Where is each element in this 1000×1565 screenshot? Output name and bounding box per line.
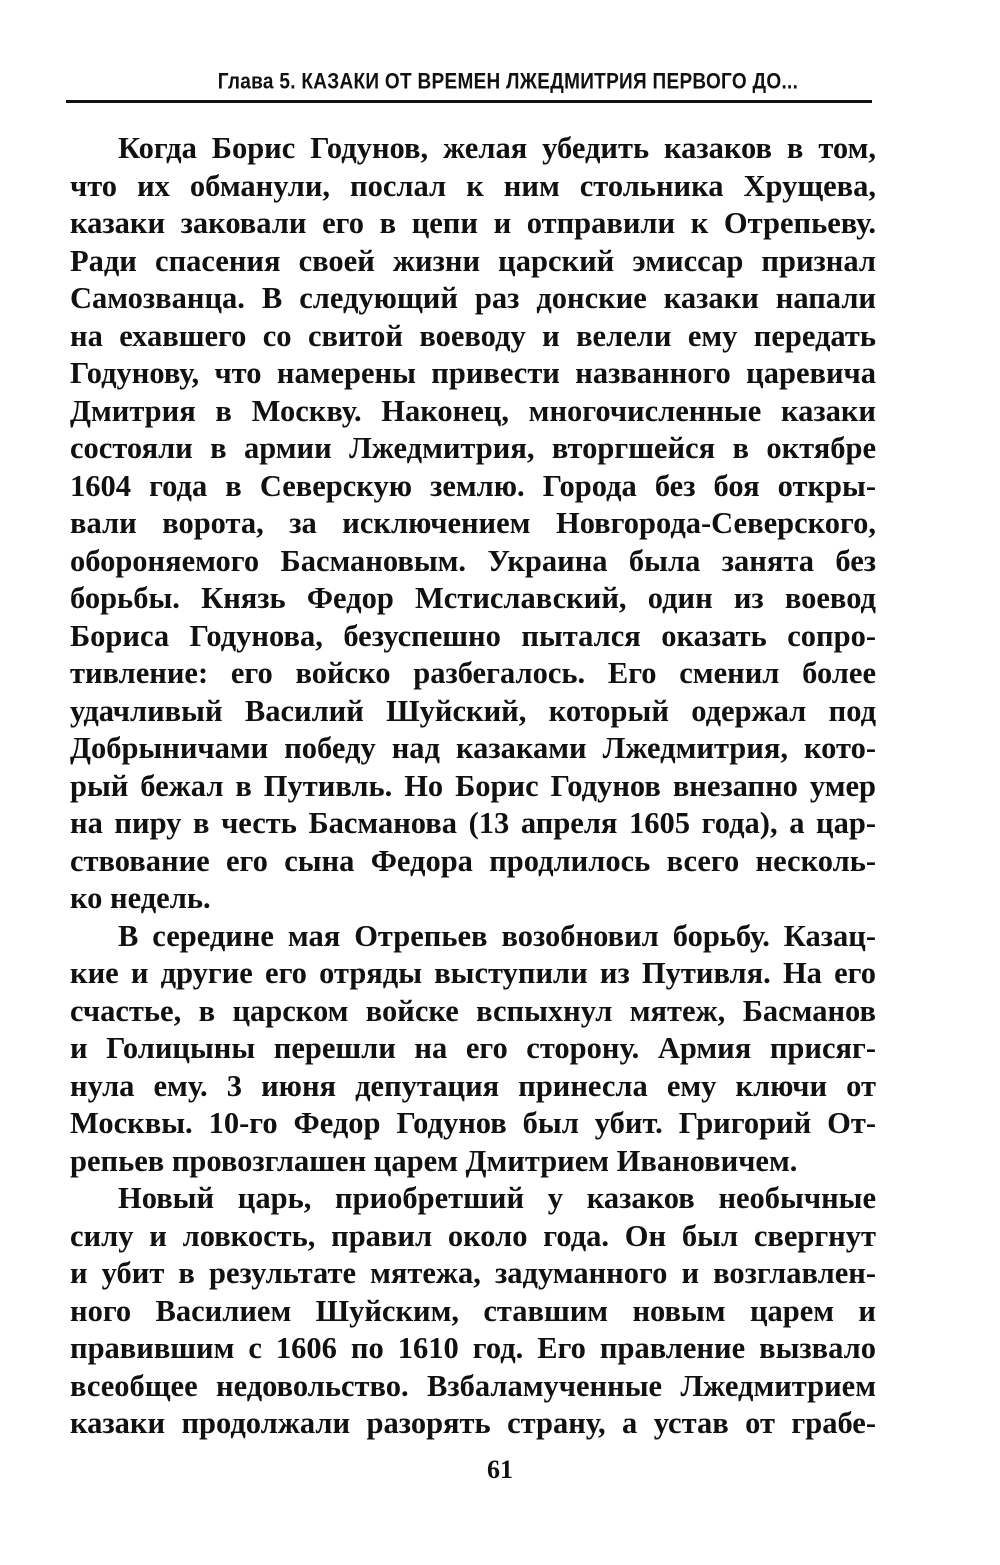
text-line: силу и ловкость, правил около года. Он был свергнут <box>70 1218 876 1253</box>
text-line: правившим с 1606 по 1610 год. Его правление вызвало <box>70 1331 876 1365</box>
text-line: Добрыничами победу над казаками Лжедмитрия, кото- <box>70 731 876 765</box>
text-line: и Голицыны перешли на его сторону. Армия присяг- <box>70 1031 876 1065</box>
page-number: 61 <box>487 1455 513 1484</box>
text-line: всеобщее недовольство. Взбаламученные Лжедмитрием <box>70 1368 876 1403</box>
text-line: и убит в результате мятежа, задуманного и возглавлен- <box>70 1256 876 1290</box>
text-line: Москвы. 10-го Федор Годунов был убит. Григорий От- <box>70 1106 876 1140</box>
text-line: В середине мая Отрепьев возобновил борьбу. Казац- <box>118 918 876 953</box>
text-line: тивление: его войско разбегалось. Его сменил более <box>70 656 876 690</box>
paragraph-3 <box>70 1180 876 1443</box>
text-line: казаки продолжали разорять страну, а устав от грабе- <box>70 1406 876 1440</box>
text-line: ко недель. <box>70 881 211 915</box>
text-line: казаки заковали его в цепи и отправили к Отрепьеву. <box>70 206 876 240</box>
text-line: борьбы. Князь Федор Мстиславский, один из воевод <box>70 581 876 615</box>
text-line: нула ему. 3 июня депутация принесла ему ключи от <box>70 1068 876 1103</box>
body-text <box>70 130 876 1443</box>
text-line: ствование его сына Федора продлилось всего несколь- <box>70 843 876 878</box>
text-line: вали ворота, за исключением Новгорода-Северского, <box>70 506 876 540</box>
text-line: удачливый Василий Шуйский, который одержал под <box>70 693 876 728</box>
text-line: Самозванца. В следующий раз донские казаки напали <box>70 281 876 315</box>
text-line: на пиру в честь Басманова (13 апреля 1605 года), а цар- <box>70 806 876 840</box>
running-header: Глава 5. КАЗАКИ ОТ ВРЕМЕН ЛЖЕДМИТРИЯ ПЕРВОГО ДО... <box>217 70 799 95</box>
text-line: Когда Борис Годунов, желая убедить казаков в том, <box>118 131 876 165</box>
text-line: Бориса Годунова, безуспешно пытался оказать сопро- <box>70 618 876 653</box>
paragraph-2 <box>70 918 876 1181</box>
text-line: ного Василием Шуйским, ставшим новым царем и <box>70 1293 876 1328</box>
text-line: обороняемого Басмановым. Украина была занята без <box>70 543 876 578</box>
text-line: Годунову, что намерены привести названного царевича <box>70 356 876 390</box>
text-line: Ради спасения своей жизни царский эмиссар признал <box>70 243 876 278</box>
text-line: кие и другие его отряды выступили из Путивля. На его <box>70 956 876 990</box>
text-line: Новый царь, приобретший у казаков необычные <box>118 1181 876 1215</box>
text-line: на ехавшего со свитой воеводу и велели ему передать <box>70 318 876 353</box>
text-line: репьев провозглашен царем Дмитрием Ивановичем. <box>70 1143 798 1178</box>
text-line: 1604 года в Северскую землю. Города без боя откры- <box>70 468 876 503</box>
text-line: Дмитрия в Москву. Наконец, многочисленные казаки <box>70 393 876 428</box>
text-line: рый бежал в Путивль. Но Борис Годунов внезапно умер <box>70 768 876 803</box>
paragraph-1 <box>70 130 876 918</box>
text-line: состояли в армии Лжедмитрия, вторгшейся в октябре <box>70 431 876 465</box>
header-rule <box>66 100 872 103</box>
text-line: что их обманули, послал к ним стольника Хрущева, <box>70 168 876 203</box>
text-line: счастье, в царском войске вспыхнул мятеж, Басманов <box>70 993 876 1028</box>
